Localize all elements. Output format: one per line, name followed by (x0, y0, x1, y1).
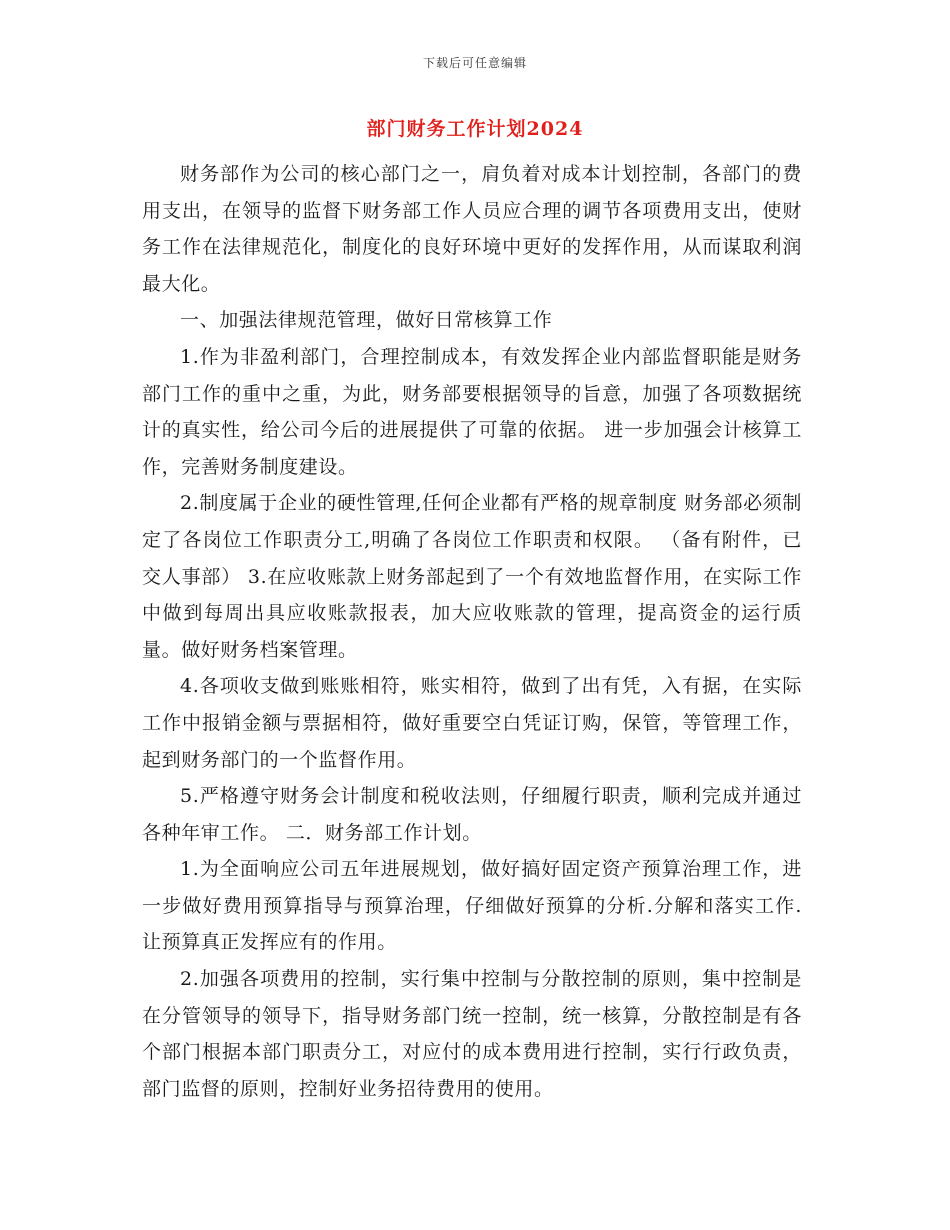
document-title: 部门财务工作计划2024 (366, 118, 584, 140)
paragraph-intro: 财务部作为公司的核心部门之一，肩负着对成本计划控制，各部门的费用支出，在领导的监督下财务部工作人员应合理的调节各项费用支出，使财务工作在法律规范化，制度化的良好环境中更好的发挥作用，从而谋取利润最大化。 (142, 163, 802, 295)
header-note: 下载后可任意编辑 (422, 56, 527, 70)
paragraph-item-4: 4.各项收支做到账账相符，账实相符，做到了出有凭，入有据，在实际工作中报销金额与票据相符，做好重要空白凭证订购，保管，等管理工作，起到财务部门的一个监督作用。 (142, 675, 802, 771)
document-body (142, 156, 802, 1107)
paragraph-item-5: 5.严格遵守财务会计制度和税收法则，仔细履行职责，顺利完成并通过各种年审工作。 二．财务部工作计划。 (142, 785, 802, 844)
paragraph-item-1: 1.作为非盈利部门，合理控制成本，有效发挥企业内部监督职能是财务部门工作的重中之重，为此，财务部要根据领导的旨意，加强了各项数据统计的真实性，给公司今后的进展提供了可靠的依据。 进一步加强会计核算工作，完善财务制度建设。 (142, 345, 802, 478)
section-heading-1: 一、加强法律规范管理，做好日常核算工作 (180, 309, 553, 332)
paragraph-plan-2: 2.加强各项费用的控制，实行集中控制与分散控制的原则，集中控制是在分管领导的领导下，指导财务部门统一控制，统一核算，分散控制是有各个部门根据本部门职责分工，对应付的成本费用进行控制，实行行政负责，部门监督的原则，控制好业务招待费用的使用。 (142, 968, 802, 1100)
paragraph-plan-1: 1.为全面响应公司五年进展规划，做好搞好固定资产预算治理工作，进一步做好费用预算指导与预算治理，仔细做好预算的分析.分解和落实工作.让预算真正发挥应有的作用。 (142, 858, 802, 954)
paragraph-item-2: 2.制度属于企业的硬性管理,任何企业都有严格的规章制度 财务部必须制定了各岗位工作职责分工,明确了各岗位工作职责和权限。 （备有附件，已交人事部） 3.在应收账款上财务部起到了一个有效地监督作用，在实际工作中做到每周出具应收账款报表，加大应收账款的管理，提高资金的运行质量。做好财务档案管理。 (142, 492, 802, 661)
